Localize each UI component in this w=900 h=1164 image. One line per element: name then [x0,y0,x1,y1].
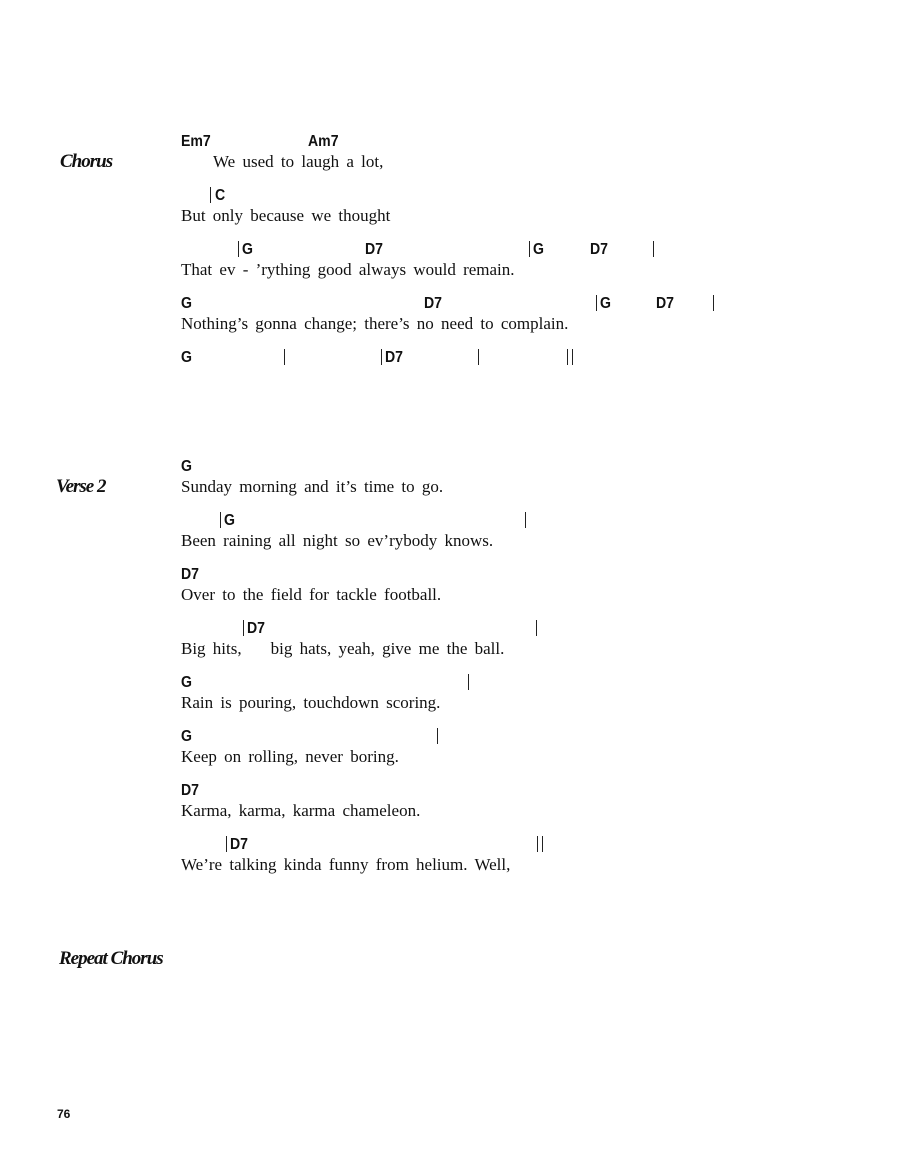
lyric-line: Rain is pouring, touchdown scoring. [181,693,441,712]
lyric-line: Nothing’s gonna change; there’s no need to complain. [181,314,569,333]
bar-line [529,241,530,257]
bar-line [210,187,211,203]
bar-line [525,512,526,528]
chord-d7: D7 [385,349,403,366]
chord-em7: Em7 [181,133,211,150]
lyric-line: Sunday morning and it’s time to go. [181,477,444,496]
lyric-line: We’re talking kinda funny from helium. Well, [181,855,511,874]
chord-am7: Am7 [308,133,339,150]
bar-line [653,241,654,257]
chord-d7: D7 [365,241,383,258]
bar-line [243,620,244,636]
bar-line [284,349,285,365]
chord-g: G [181,674,192,691]
chord-g: G [181,349,192,366]
repeat-chorus-label: Repeat Chorus [59,948,163,969]
chord-g: G [224,512,235,529]
chord-g: G [242,241,253,258]
chord-d7: D7 [590,241,608,258]
chorus-label: Chorus [60,151,113,172]
chord-d7: D7 [424,295,442,312]
chord-d7: D7 [656,295,674,312]
bar-line [713,295,714,311]
chord-g: G [600,295,611,312]
lyric-line: But only because we thought [181,206,391,225]
bar-line [536,620,537,636]
double-bar-line [567,349,573,365]
lyric-line: Been raining all night so ev’rybody knows. [181,531,494,550]
chord-g: G [533,241,544,258]
bar-line [381,349,382,365]
chord-d7: D7 [181,782,199,799]
bar-line [468,674,469,690]
chord-d7: D7 [181,566,199,583]
lyric-line: Over to the field for tackle football. [181,585,442,604]
lyric-line: Big hits, big hats, yeah, give me the ball. [181,639,505,658]
bar-line [226,836,227,852]
chord-g: G [181,728,192,745]
lyric-line: That ev - ’rything good always would remain. [181,260,515,279]
bar-line [596,295,597,311]
lyric-line: Keep on rolling, never boring. [181,747,399,766]
page-number: 76 [57,1107,71,1121]
bar-line [478,349,479,365]
bar-line [238,241,239,257]
verse2-label: Verse 2 [56,476,106,497]
chord-d7: D7 [247,620,265,637]
double-bar-line [537,836,543,852]
chord-g: G [181,295,192,312]
bar-line [220,512,221,528]
lyric-line: Karma, karma, karma chameleon. [181,801,421,820]
chord-g: G [181,458,192,475]
chord-c: C [215,187,226,204]
chord-d7: D7 [230,836,248,853]
lyric-line: We used to laugh a lot, [213,152,384,171]
bar-line [437,728,438,744]
